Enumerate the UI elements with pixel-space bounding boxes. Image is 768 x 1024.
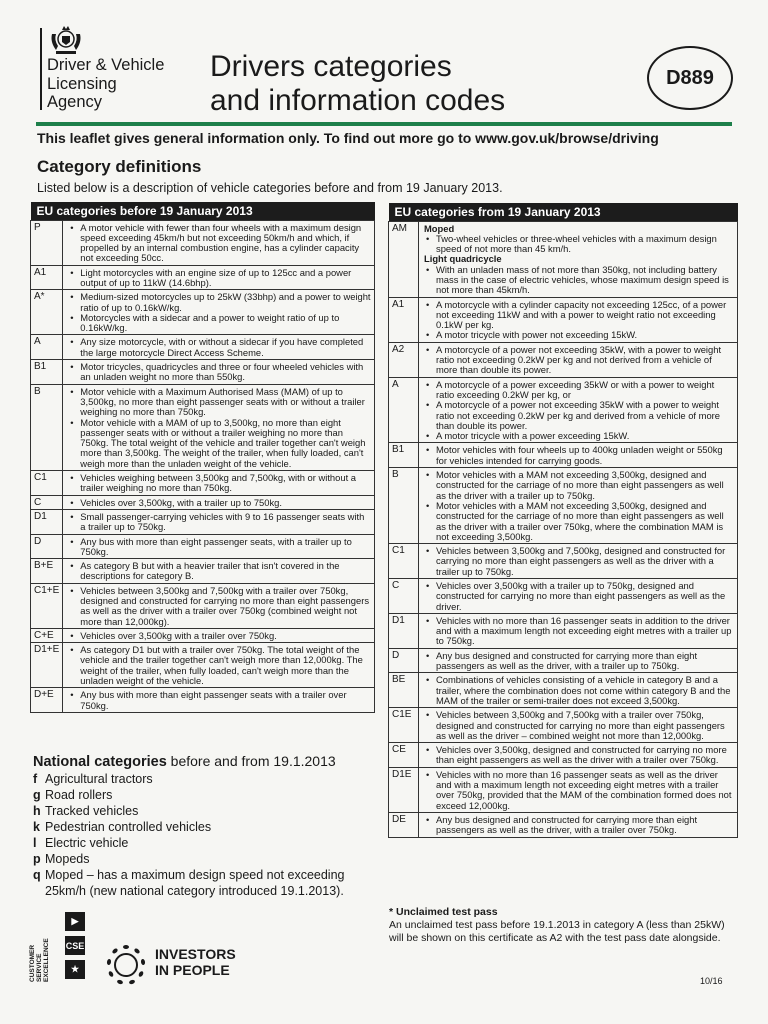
category-description xyxy=(419,297,738,342)
table-row xyxy=(31,688,375,713)
bullet-item: • As category D1 but with a trailer over 750kg. The total weight of the vehicle and the trailer together can't weigh more than 12,000kg. The weight of the trailer, when fully loaded, can't weigh more than the unladen weight of the vehicle. xyxy=(68,645,371,686)
table-row xyxy=(389,342,738,377)
national-description: Tracked vehicles xyxy=(45,804,139,818)
bullet-item: • Any bus designed and constructed for carrying more than eight passengers as well as the driver, with a trailer up to 750kg. xyxy=(424,651,734,672)
category-code: C xyxy=(389,579,419,614)
bullet-item: • Motorcycles with a sidecar and a power to weight ratio of up to 0.16kW/kg. xyxy=(68,313,371,334)
table-row xyxy=(31,471,375,496)
bullet-item: • With an unladen mass of not more than 350kg, not including battery mass in the case of electric vehicles, whose maximum design speed is not more than 45km/h. xyxy=(424,265,734,296)
category-description xyxy=(63,335,375,360)
table-row xyxy=(389,544,738,579)
bullet-item: • Vehicles over 3,500kg with a trailer up to 750kg, designed and constructed for carrying no more than eight passengers as well as the driver. xyxy=(424,581,734,612)
category-description xyxy=(63,495,375,509)
investors-in-people-text: INVESTORS IN PEOPLE xyxy=(155,946,236,978)
document-title: Drivers categories and information codes xyxy=(210,50,506,117)
category-description xyxy=(63,384,375,470)
cse-star-icon: ★ xyxy=(65,960,85,979)
investors-in-people-icon xyxy=(104,943,148,987)
table-row xyxy=(31,360,375,385)
table-row xyxy=(31,583,375,628)
category-code: D+E xyxy=(31,688,63,713)
bullet-item: • Vehicles over 3,500kg, with a trailer up to 750kg. xyxy=(68,498,371,508)
table-row xyxy=(31,335,375,360)
table-row xyxy=(389,468,738,544)
table-row xyxy=(389,743,738,768)
category-code: B1 xyxy=(31,360,63,385)
national-description: Electric vehicle xyxy=(45,836,129,850)
bullet-item: • A motor tricycle with power not exceeding 15kW. xyxy=(424,330,734,340)
bullet-item: • Vehicles with no more than 16 passenger seats as well as the driver and with a maximum length not exceeding eight metres with a trailer over 750kg, provided that the MAM of the combination formed does not exceed 12,000kg. xyxy=(424,770,734,811)
category-description xyxy=(63,643,375,688)
national-code: l xyxy=(33,836,37,850)
table-after-title: EU categories from 19 January 2013 xyxy=(389,203,738,221)
category-description xyxy=(63,509,375,534)
category-code: D xyxy=(389,648,419,673)
national-code: h xyxy=(33,804,41,818)
list-item xyxy=(33,819,365,835)
category-code: D1 xyxy=(389,613,419,648)
category-code: BE xyxy=(389,673,419,708)
category-description xyxy=(419,377,738,443)
category-code: D1E xyxy=(389,767,419,812)
national-code: k xyxy=(33,820,40,834)
list-item xyxy=(33,771,365,787)
category-code: A2 xyxy=(389,342,419,377)
bullet-item: • Medium-sized motorcycles up to 25kW (33bhp) and a power to weight ratio of up to 0.16kW/kg. xyxy=(68,292,371,313)
table-row xyxy=(31,509,375,534)
category-description xyxy=(419,648,738,673)
page-number: 10/16 xyxy=(700,976,723,986)
table-row xyxy=(31,290,375,335)
national-categories-heading: National categories before and from 19.1.2013 xyxy=(33,753,336,770)
category-code: A1 xyxy=(31,265,63,290)
table-eu-from-2013 xyxy=(388,203,738,838)
category-code: AM xyxy=(389,221,419,297)
category-description xyxy=(63,220,375,265)
bullet-item: • Vehicles over 3,500kg, designed and constructed for carrying no more than eight passengers as well as the driver with a trailer over 750kg. xyxy=(424,745,734,766)
table-row xyxy=(389,613,738,648)
subcategory-heading: Moped xyxy=(424,222,455,234)
subcategory-heading: Light quadricycle xyxy=(424,253,502,265)
category-description xyxy=(419,812,738,837)
table-row xyxy=(31,495,375,509)
national-categories-list xyxy=(33,771,365,899)
header-rule xyxy=(36,122,732,126)
table-row xyxy=(389,297,738,342)
national-description: Agricultural tractors xyxy=(45,772,153,786)
category-description xyxy=(63,628,375,642)
bullet-item: • Any bus with more than eight passenger seats with a trailer over 750kg. xyxy=(68,690,371,711)
bullet-item: • A motorcycle of a power exceeding 35kW or with a power to weight ratio exceeding 0.2kW per kg, or xyxy=(424,380,734,401)
category-description xyxy=(419,468,738,544)
category-description xyxy=(419,708,738,743)
category-code: B xyxy=(389,468,419,544)
category-code: A* xyxy=(31,290,63,335)
table-row xyxy=(389,812,738,837)
table-row xyxy=(389,221,738,297)
table-row xyxy=(389,443,738,468)
category-description xyxy=(419,743,738,768)
table-row xyxy=(389,708,738,743)
category-code: A1 xyxy=(389,297,419,342)
table-before-title: EU categories before 19 January 2013 xyxy=(31,202,375,220)
national-description: Mopeds xyxy=(45,852,90,866)
category-description xyxy=(419,342,738,377)
category-code: DE xyxy=(389,812,419,837)
bullet-item: • Vehicles with no more than 16 passenger seats in addition to the driver and with a maximum length not exceeding eight metres with a trailer up to 750kg. xyxy=(424,616,734,647)
bullet-item: • Motor vehicle with a MAM of up to 3,500kg, no more than eight passenger seats with or without a trailer weighing no more than 750kg. The total weight of the vehicle and trailer together can't weigh more than 3,500kg. The weight of the trailer, when fully loaded, can't weigh more than the unladen weight of the vehicle. xyxy=(68,418,371,469)
org-divider xyxy=(40,28,42,110)
bullet-item: • Two-wheel vehicles or three-wheel vehicles with a maximum design speed of not more than 45 km/h. xyxy=(424,234,734,255)
table-row xyxy=(31,534,375,559)
category-code: CE xyxy=(389,743,419,768)
bullet-item: • Light motorcycles with an engine size of up to 125cc and a power output of up to 11kW (14.6bhp). xyxy=(68,268,371,289)
list-item xyxy=(33,851,365,867)
table-row xyxy=(31,265,375,290)
category-code: P xyxy=(31,220,63,265)
bullet-item: • Vehicles over 3,500kg with a trailer over 750kg. xyxy=(68,631,371,641)
category-description xyxy=(419,544,738,579)
bullet-item: • Motor vehicle with a Maximum Authorised Mass (MAM) of up to 3,500kg, no more than eight passenger seats with or without a trailer weighing no more than 750kg. xyxy=(68,387,371,418)
bullet-item: • Vehicles between 3,500kg and 7,500kg with a trailer over 750kg, designed and constructed for carrying no more than eight passengers as well as the driver – combined weight not more than 12,000kg. xyxy=(424,710,734,741)
table-row xyxy=(389,579,738,614)
category-code: D1 xyxy=(31,509,63,534)
category-description xyxy=(419,767,738,812)
category-description xyxy=(63,360,375,385)
intro-text: This leaflet gives general information only. To find out more go to www.gov.uk/browse/driving xyxy=(37,130,659,146)
national-code: p xyxy=(33,852,41,866)
category-code: C1+E xyxy=(31,583,63,628)
category-description xyxy=(419,579,738,614)
category-description xyxy=(419,443,738,468)
national-code: q xyxy=(33,868,41,882)
bullet-item: • As category B but with a heavier trailer that isn't covered in the descriptions for category B. xyxy=(68,561,371,582)
table-row xyxy=(389,767,738,812)
bullet-item: • Any bus designed and constructed for carrying more than eight passengers as well as the driver, with a trailer over 750kg. xyxy=(424,815,734,836)
table-row xyxy=(31,643,375,688)
bullet-item: • Small passenger-carrying vehicles with 9 to 16 passenger seats with a trailer up to 750kg. xyxy=(68,512,371,533)
org-name: Driver & Vehicle Licensing Agency xyxy=(47,56,165,111)
category-code: A xyxy=(389,377,419,443)
national-description: Moped – has a maximum design speed not exceeding 25km/h (new national category introduced 19.1.2013). xyxy=(45,868,345,898)
category-description xyxy=(63,534,375,559)
bullet-item: • Vehicles between 3,500kg and 7,500kg, designed and constructed for carrying no more than eight passengers as well as the driver with a trailer up to 750kg. xyxy=(424,546,734,577)
category-code: C xyxy=(31,495,63,509)
category-code: D1+E xyxy=(31,643,63,688)
bullet-item: • A motor tricycle with a power exceeding 15kW. xyxy=(424,431,734,441)
category-description xyxy=(63,471,375,496)
bullet-item: • Any size motorcycle, with or without a sidecar if you have completed the large motorcycle Direct Access Scheme. xyxy=(68,337,371,358)
footnote-title: * Unclaimed test pass xyxy=(389,906,498,918)
category-description xyxy=(419,673,738,708)
table-eu-before-2013 xyxy=(30,202,375,713)
bullet-item: • A motorcycle of a power not exceeding 35kW, with a power to weight ratio not exceeding 0.2kW per kg and not derived from a vehicle of more than double its power. xyxy=(424,345,734,376)
table-row xyxy=(31,559,375,584)
category-code: D xyxy=(31,534,63,559)
category-code: A xyxy=(31,335,63,360)
category-code: C1 xyxy=(31,471,63,496)
category-code: C1 xyxy=(389,544,419,579)
bullet-item: • Motor vehicles with a MAM not exceeding 3,500kg, designed and constructed for the carriage of no more than eight passengers as well as the driver with a trailer over 750kg, where the combination MAM is not exceeding 3,500kg. xyxy=(424,501,734,542)
national-description: Pedestrian controlled vehicles xyxy=(45,820,212,834)
category-code: C1E xyxy=(389,708,419,743)
footnote-text: An unclaimed test pass before 19.1.2013 in category A (less than 25kW) will be shown on this certificate as A2 with the test pass date alongside. xyxy=(389,919,725,944)
table-row xyxy=(389,377,738,443)
category-definitions-subheading: Listed below is a description of vehicle categories before and from 19 January 2013. xyxy=(37,181,503,195)
list-item xyxy=(33,787,365,803)
category-code: C+E xyxy=(31,628,63,642)
royal-crest-icon xyxy=(48,24,84,56)
category-code: B1 xyxy=(389,443,419,468)
bullet-item: • A motorcycle of a power not exceeding 35kW with a power to weight ratio not exceeding 0.2kW per kg and derived from a vehicle of more than double its power. xyxy=(424,400,734,431)
bullet-item: • Motor vehicles with a MAM not exceeding 3,500kg, designed and constructed for the carriage of no more than eight passengers as well as the driver with a trailer up to 750kg. xyxy=(424,470,734,501)
list-item xyxy=(33,835,365,851)
bullet-item: • Vehicles weighing between 3,500kg and 7,500kg, with or without a trailer weighing no more than 750kg. xyxy=(68,473,371,494)
category-description xyxy=(63,688,375,713)
cse-arrow-icon: ▶ xyxy=(65,912,85,931)
category-description xyxy=(63,290,375,335)
list-item xyxy=(33,867,365,899)
category-code: B xyxy=(31,384,63,470)
category-code: B+E xyxy=(31,559,63,584)
national-code: f xyxy=(33,772,38,786)
bullet-item: • Vehicles between 3,500kg and 7,500kg with a trailer over 750kg, designed and constructed for carrying no more than eight passengers as well as the driver with a trailer over 750kg (combined weight not more than 12,000kg). xyxy=(68,586,371,627)
category-description xyxy=(419,613,738,648)
cse-logo-box: CSE xyxy=(65,936,85,955)
table-row xyxy=(31,628,375,642)
form-code-badge: D889 xyxy=(647,46,733,110)
table-row xyxy=(31,220,375,265)
bullet-item: • Any bus with more than eight passenger seats, with a trailer up to 750kg. xyxy=(68,537,371,558)
category-definitions-heading: Category definitions xyxy=(37,157,202,176)
category-description xyxy=(63,265,375,290)
category-description xyxy=(63,583,375,628)
bullet-item: • Motor tricycles, quadricycles and three or four wheeled vehicles with an unladen weight no more than 550kg. xyxy=(68,362,371,383)
table-row xyxy=(31,384,375,470)
bullet-item: • Motor vehicles with four wheels up to 400kg unladen weight or 550kg for vehicles intended for carrying goods. xyxy=(424,445,734,466)
category-description xyxy=(63,559,375,584)
table-row xyxy=(389,673,738,708)
list-item xyxy=(33,803,365,819)
bullet-item: • A motor vehicle with fewer than four wheels with a maximum design speed exceeding 45km/h but not exceeding 50km/h and which, if propelled by an internal combustion engine, has a cylinder capacity not exceeding 50cc. xyxy=(68,223,371,264)
bullet-item: • A motorcycle with a cylinder capacity not exceeding 125cc, of a power not exceeding 11kW and with a power to weight ratio not exceeding 0.1kW per kg. xyxy=(424,300,734,331)
bullet-item: • Combinations of vehicles consisting of a vehicle in category B and a trailer, where the combination does not come within category B and the MAM of the trailer or semi-trailer does not exceed 3,500kg. xyxy=(424,675,734,706)
national-code: g xyxy=(33,788,41,802)
cse-label: CUSTOMER SERVICE EXCELLENCE xyxy=(29,938,50,982)
national-description: Road rollers xyxy=(45,788,113,802)
table-row xyxy=(389,648,738,673)
category-description xyxy=(419,221,738,297)
